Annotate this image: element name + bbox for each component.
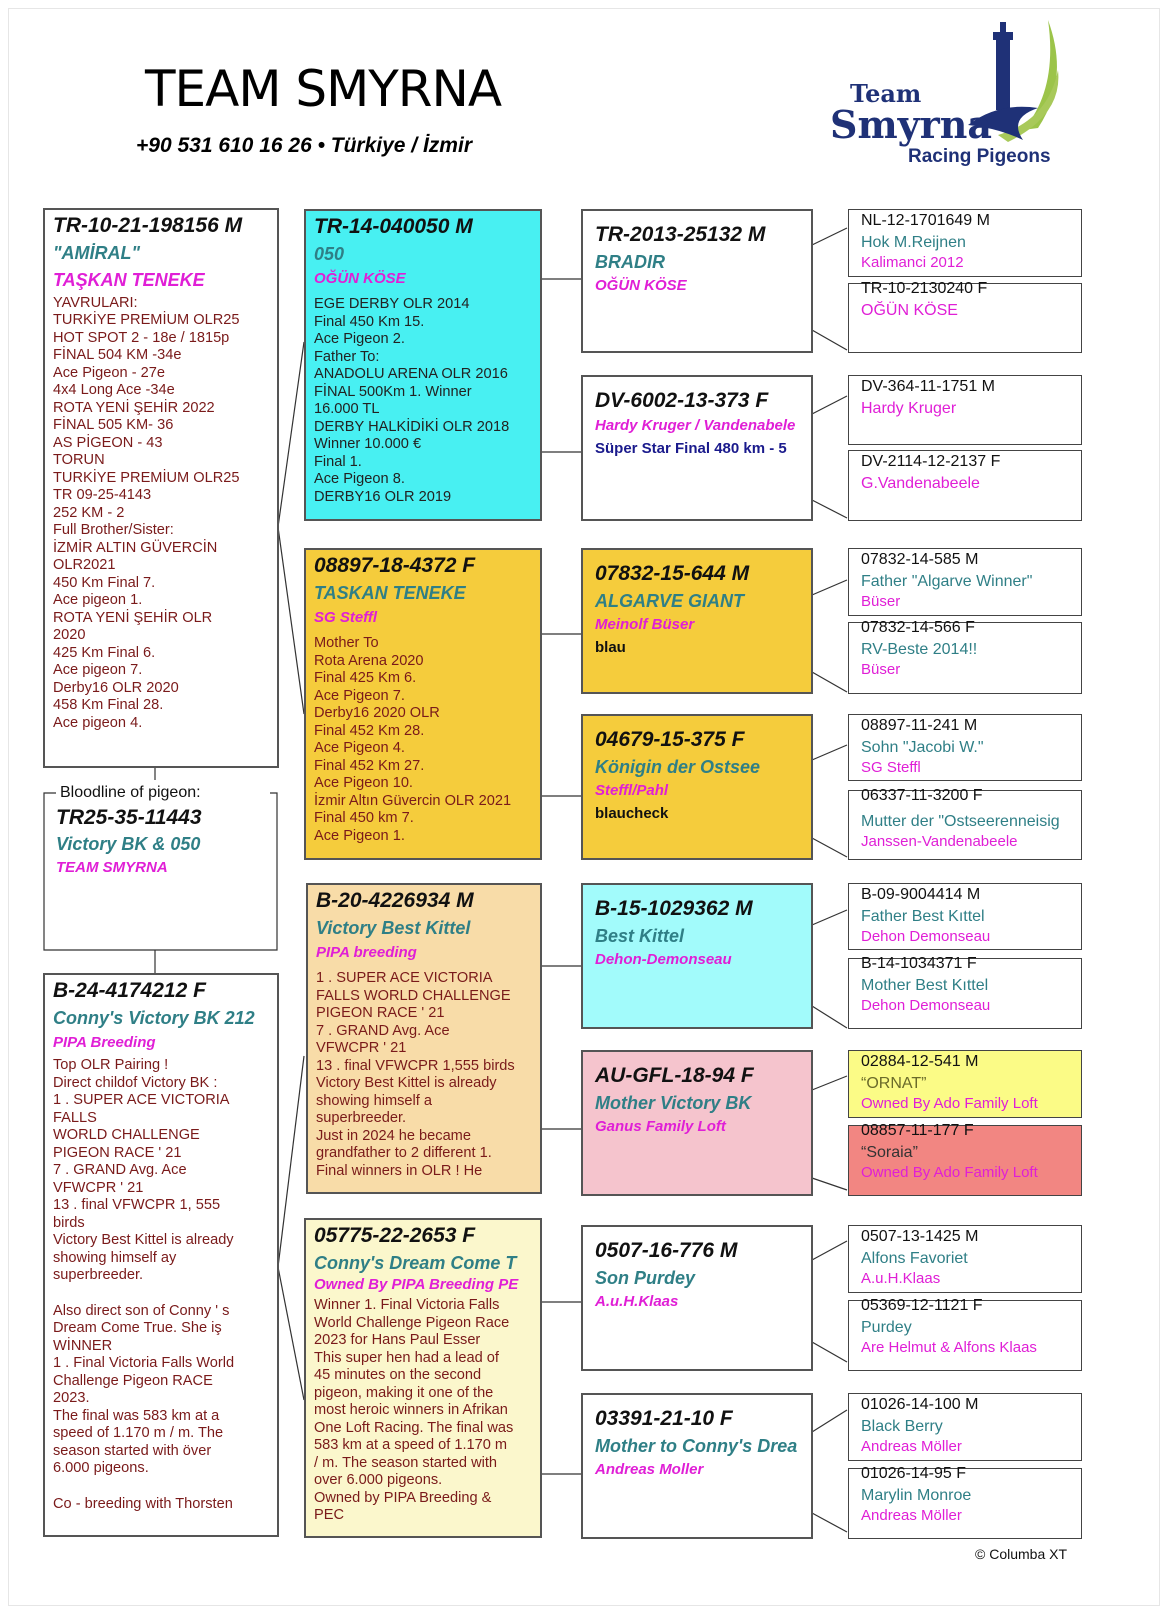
gen2-ring: TR-2013-25132 M xyxy=(595,223,766,246)
dam-dam-card[interactable] xyxy=(304,1218,542,1538)
sire-breeder: OĞÜN KÖSE xyxy=(314,269,406,287)
gen3-ring: NL-12-1701649 M xyxy=(861,212,990,229)
gen3-ring: 07832-14-585 M xyxy=(861,551,979,568)
gen3-card-11[interactable] xyxy=(848,1050,1082,1118)
dam-subject-name: Conny's Victory BK 212 xyxy=(53,1008,255,1029)
dam-sire-name: Victory Best Kittel xyxy=(316,918,471,939)
dam-dam-name: Conny's Dream Come T xyxy=(314,1253,517,1274)
gen2-card-3[interactable] xyxy=(581,548,813,694)
gen3-card-14[interactable] xyxy=(848,1297,1082,1371)
gen3-breeder: Büser xyxy=(861,593,901,611)
dam-card[interactable] xyxy=(304,548,542,860)
gen3-ring: B-14-1034371 F xyxy=(861,955,977,972)
gen3-card-2[interactable] xyxy=(848,280,1082,353)
gen3-breeder: Dehon Demonseau xyxy=(861,928,991,946)
gen3-breeder: Kalimanci 2012 xyxy=(861,254,964,272)
gen3-breeder: Andreas Möller xyxy=(861,1438,962,1456)
gen3-card-15[interactable] xyxy=(848,1393,1082,1461)
contact-line: +90 531 610 16 26 • Türkiye / İzmir xyxy=(136,134,472,157)
sire-ring: TR-14-040050 M xyxy=(314,215,473,238)
gen2-ring: B-15-1029362 M xyxy=(595,897,753,920)
gen3-card-9[interactable] xyxy=(848,883,1082,950)
dam-subject-breeder: PIPA Breeding xyxy=(53,1033,156,1051)
gen3-card-4[interactable] xyxy=(848,450,1082,521)
page-title: TEAM SMYRNA xyxy=(145,60,502,118)
sire-card[interactable] xyxy=(304,209,542,521)
gen3-breeder: Büser xyxy=(861,661,901,679)
gen3-card-12[interactable] xyxy=(848,1122,1082,1196)
gen3-name: “ORNAT” xyxy=(861,1074,927,1092)
gen2-info: blau xyxy=(595,639,626,657)
gen3-name: Mother Best Kıttel xyxy=(861,976,989,994)
dam-dam-ring: 05775-22-2653 F xyxy=(314,1224,476,1247)
gen2-breeder: Hardy Kruger / Vandenabele xyxy=(595,417,796,435)
svg-text:Smyrna: Smyrna xyxy=(830,102,993,147)
dam-ring: 08897-18-4372 F xyxy=(314,554,476,577)
sire-name: 050 xyxy=(314,244,345,265)
bloodline-ring: TR25-35-11443 xyxy=(56,806,202,829)
gen3-name: Mutter der "Ostseerenneisig xyxy=(861,812,1060,830)
gen2-ring: 07832-15-644 M xyxy=(595,562,750,585)
dam-subject-notes: Top OLR Pairing ! Direct childof Victory BK : 1 . SUPER ACE VICTORIA FALLS WORLD CHALLENGE PIGEON RACE ' 21 7 . GRAND Avg. Ace VFWCPR ' 21 13 . final VFWCPR 1, 555 birds Victory Best Kittel is already showing himself ay superbreeder. Also direct son of Conny ' s Dream Come True. She iş WİNNER 1 . Final Victoria Falls World Challenge Pigeon RACE 2023. The final was 583 km at a speed of 1.170 m / m. The season started with över 6.000 pigeons. Co - breeding with Thorsten xyxy=(53,1057,235,1512)
gen2-ring: 03391-21-10 F xyxy=(595,1407,733,1430)
bloodline-card[interactable] xyxy=(56,806,266,876)
gen3-name: Father "Algarve Winner" xyxy=(861,572,1033,590)
gen3-ring: 08857-11-177 F xyxy=(861,1122,974,1139)
gen2-breeder: Andreas Moller xyxy=(595,1460,704,1478)
gen3-breeder: Owned By Ado Family Loft xyxy=(861,1095,1038,1113)
gen3-breeder: G.Vandenabeele xyxy=(861,474,980,492)
gen3-card-8[interactable] xyxy=(848,787,1082,860)
dam-dam-notes: Winner 1. Final Victoria Falls World Challenge Pigeon Race 2023 for Hans Paul Esser This super hen had a lead of 45 minutes on the second pigeon, making it one of the most heroic winners in Afrikan One Loft Racing. The final was 583 km at a speed of 1.170 m / m. The season started with over 6.000 pigeons. Owned by PIPA Breeding & PEC xyxy=(314,1297,514,1524)
dam-subject-ring: B-24-4174212 F xyxy=(53,979,206,1002)
gen2-info: blaucheck xyxy=(595,805,669,823)
gen2-card-7[interactable] xyxy=(581,1225,813,1371)
gen3-ring: B-09-9004414 M xyxy=(861,886,981,903)
dam-name: TASKAN TENEKE xyxy=(314,583,466,604)
dam-dam-breeder: Owned By PIPA Breeding PE xyxy=(314,1275,519,1293)
gen3-card-3[interactable] xyxy=(848,375,1082,445)
dam-sire-breeder: PIPA breeding xyxy=(316,943,417,961)
gen2-name: Best Kittel xyxy=(595,926,685,947)
dam-sire-card[interactable] xyxy=(306,883,542,1194)
gen2-name: BRADIR xyxy=(595,252,665,273)
gen2-breeder: A.u.H.Klaas xyxy=(595,1292,679,1310)
subject-ring: TR-10-21-198156 M xyxy=(53,214,243,237)
gen3-card-6[interactable] xyxy=(848,619,1082,694)
copyright-footer: © Columba XT xyxy=(975,1546,1068,1562)
gen3-breeder: SG Steffl xyxy=(861,759,921,777)
gen2-breeder: Dehon-Demonseau xyxy=(595,950,732,968)
gen3-ring: TR-10-2130240 F xyxy=(861,280,988,297)
gen2-breeder: OĞÜN KÖSE xyxy=(595,276,687,294)
gen3-breeder: Hardy Kruger xyxy=(861,399,957,417)
gen2-name: ALGARVE GIANT xyxy=(595,591,745,612)
gen2-ring: AU-GFL-18-94 F xyxy=(595,1064,754,1087)
gen2-name: Son Purdey xyxy=(595,1268,696,1289)
subject-notes: YAVRULARI: TURKİYE PREMİUM OLR25 HOT SPOT 2 - 18e / 1815p FİNAL 504 KM -34e Ace Pigeon - 27e 4x4 Long Ace -34e ROTA YENİ ŞEHİR 2022 FİNAL 505 KM- 36 AS PİGEON - 43 TORUN TURKİYE PREMİUM OLR25 TR 09-25-4143 252 KM - 2 Full Brother/Sister: İZMİR ALTIN GÜVERCİN OLR2021 450 Km Final 7. Ace pigeon 1. ROTA YENİ ŞEHİR OLR 2020 425 Km Final 6. Ace pigeon 7. Derby16 OLR 2020 458 Km Final 28. Ace pigeon 4. xyxy=(53,294,240,731)
gen2-name: Königin der Ostsee xyxy=(595,757,761,778)
subject-card[interactable] xyxy=(43,208,279,768)
gen2-ring: 04679-15-375 F xyxy=(595,728,745,751)
svg-text:Racing Pigeons: Racing Pigeons xyxy=(908,146,1051,167)
bloodline-breeder: TEAM SMYRNA xyxy=(56,859,168,876)
gen3-breeder: Are Helmut & Alfons Klaas xyxy=(861,1339,1037,1357)
dam-breeder: SG Steffl xyxy=(314,608,378,626)
gen3-ring: 0507-13-1425 M xyxy=(861,1228,979,1245)
gen3-breeder: Owned By Ado Family Loft xyxy=(861,1164,1038,1182)
gen2-card-4[interactable] xyxy=(581,714,813,860)
gen3-breeder: OĞÜN KÖSE xyxy=(861,301,958,319)
gen2-breeder: Ganus Family Loft xyxy=(595,1117,726,1135)
gen3-card-10[interactable] xyxy=(848,955,1082,1029)
gen3-ring: DV-364-11-1751 M xyxy=(861,378,995,395)
gen3-card-13[interactable] xyxy=(848,1225,1082,1293)
gen3-breeder: Dehon Demonseau xyxy=(861,997,991,1015)
dam-sire-notes: 1 . SUPER ACE VICTORIA FALLS WORLD CHALLENGE PIGEON RACE ' 21 7 . GRAND Avg. Ace VFWCPR ' 21 13 . final VFWCPR 1,555 birds Victory Best Kittel is already showing himself a superbreeder. Just in 2024 he became grandfather to 2 different 1. Final winners in OLR ! He xyxy=(316,970,515,1179)
gen3-card-7[interactable] xyxy=(848,714,1082,781)
gen3-name: Sohn "Jacobi W." xyxy=(861,738,984,756)
svg-text:Team: Team xyxy=(850,79,922,108)
gen2-name: Mother to Conny's Drea xyxy=(595,1436,798,1457)
gen3-card-1[interactable] xyxy=(848,209,1082,277)
gen3-ring: 02884-12-541 M xyxy=(861,1053,979,1070)
gen3-breeder: Janssen-Vandenabeele xyxy=(861,833,1018,851)
sire-notes: EGE DERBY OLR 2014 Final 450 Km 15. Ace Pigeon 2. Father To: ANADOLU ARENA OLR 2016 FİNAL 500Km 1. Winner 16.000 TL DERBY HALKİDİKİ OLR 2018 Winner 10.000 € Final 1. Ace Pigeon 8. DERBY16 OLR 2019 xyxy=(314,296,510,505)
gen2-info: Süper Star Final 480 km - 5 xyxy=(595,440,787,458)
gen3-card-16[interactable] xyxy=(848,1465,1082,1539)
gen2-name: Mother Victory BK xyxy=(595,1093,752,1114)
gen3-ring: 01026-14-95 F xyxy=(861,1465,966,1482)
dam-subject-card[interactable] xyxy=(43,973,279,1537)
gen3-name: Alfons Favoriet xyxy=(861,1249,968,1267)
gen3-name: Purdey xyxy=(861,1318,912,1336)
gen3-ring: 01026-14-100 M xyxy=(861,1396,979,1413)
gen3-ring: DV-2114-12-2137 F xyxy=(861,453,1001,470)
gen3-name: “Soraia” xyxy=(861,1143,918,1161)
bloodline-label: Bloodline of pigeon: xyxy=(60,784,201,801)
gen3-breeder: A.u.H.Klaas xyxy=(861,1270,941,1288)
gen2-card-2[interactable] xyxy=(581,375,813,521)
gen2-breeder: Steffl/Pahl xyxy=(595,781,669,799)
gen3-name: Hok M.Reijnen xyxy=(861,233,966,251)
subject-name: "AMİRAL" xyxy=(53,243,141,264)
gen2-card-5[interactable] xyxy=(581,883,813,1029)
gen2-breeder: Meinolf Büser xyxy=(595,615,695,633)
gen3-breeder: Andreas Möller xyxy=(861,1507,962,1525)
gen2-card-8[interactable] xyxy=(581,1393,813,1539)
dam-notes: Mother To Rota Arena 2020 Final 425 Km 6. Ace Pigeon 7. Derby16 2020 OLR Final 452 Km 28. Ace Pigeon 4. Final 452 Km 27. Ace Pigeon 10. İzmir Altın Güvercin OLR 2021 Final 450 km 7. Ace Pigeon 1. xyxy=(314,635,512,844)
gen3-ring: 05369-12-1121 F xyxy=(861,1297,983,1314)
bloodline-name: Victory BK & 050 xyxy=(56,834,201,854)
gen2-ring: 0507-16-776 M xyxy=(595,1239,738,1262)
gen2-card-6[interactable] xyxy=(581,1050,813,1196)
gen3-name: Black Berry xyxy=(861,1417,943,1435)
subject-breeder: TAŞKAN TENEKE xyxy=(53,269,205,290)
gen3-ring: 07832-14-566 F xyxy=(861,619,975,636)
gen2-ring: DV-6002-13-373 F xyxy=(595,389,769,412)
gen3-name: RV-Beste 2014!! xyxy=(861,640,978,658)
dam-sire-ring: B-20-4226934 M xyxy=(316,889,474,912)
gen3-ring: 08897-11-241 M xyxy=(861,717,978,734)
gen3-name: Father Best Kıttel xyxy=(861,907,985,925)
gen3-name: Marylin Monroe xyxy=(861,1486,972,1504)
gen3-card-5[interactable] xyxy=(848,548,1082,616)
gen2-card-1[interactable] xyxy=(581,209,813,353)
gen3-ring: 06337-11-3200 F xyxy=(861,787,983,804)
